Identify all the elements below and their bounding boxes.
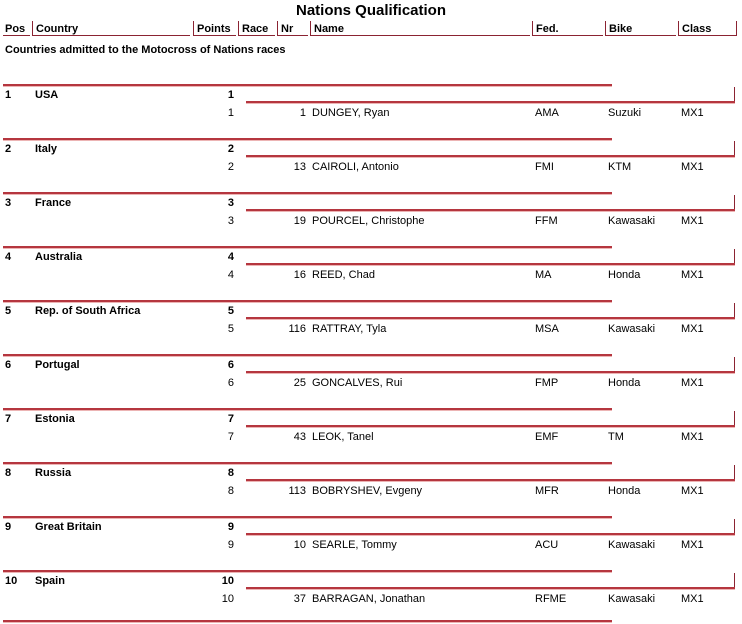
rider-class: MX1 (681, 539, 704, 551)
rider-name: REED, Chad (312, 269, 375, 281)
name-bracket-rule (246, 101, 735, 104)
column-header-pos: Pos (3, 21, 30, 36)
name-bracket-rule (246, 533, 735, 536)
name-bracket-rule (246, 317, 735, 320)
rider-bike: Kawasaki (608, 215, 656, 227)
rider-name: DUNGEY, Ryan (312, 107, 390, 119)
position-value: 4 (5, 251, 12, 263)
race-value: 7 (227, 431, 234, 443)
race-value: 3 (227, 215, 234, 227)
rider-number: 1 (299, 107, 306, 119)
rider-name: LEOK, Tanel (312, 431, 374, 443)
rider-name: RATTRAY, Tyla (312, 323, 387, 335)
rider-class: MX1 (681, 377, 704, 389)
rider-name: GONCALVES, Rui (312, 377, 403, 389)
name-bracket-rule (246, 371, 735, 374)
position-value: 2 (5, 143, 12, 155)
rider-bike: Honda (608, 485, 641, 497)
position-value: 3 (5, 197, 12, 209)
name-bracket-rule (246, 425, 735, 428)
block-top-rule (3, 192, 612, 195)
rider-name: BOBRYSHEV, Evgeny (312, 485, 423, 497)
rider-bike: TM (608, 431, 624, 443)
page-bottom-rule (3, 620, 612, 623)
country-block (0, 84, 742, 138)
position-value: 1 (5, 89, 12, 101)
rider-number: 37 (293, 593, 306, 605)
points-value: 7 (227, 413, 234, 425)
country-block (0, 138, 742, 192)
country-name: Estonia (35, 413, 75, 425)
column-header-nr: Nr (277, 21, 308, 36)
column-header-class: Class (678, 21, 737, 36)
rider-bike: Honda (608, 269, 641, 281)
rider-bike: Kawasaki (608, 593, 656, 605)
rider-name: SEARLE, Tommy (312, 539, 397, 551)
rider-federation: RFME (535, 593, 567, 605)
rider-class: MX1 (681, 215, 704, 227)
name-bracket-rule (246, 155, 735, 158)
rider-federation: EMF (535, 431, 559, 443)
points-value: 3 (227, 197, 234, 209)
column-header-country: Country (32, 21, 190, 36)
race-value: 6 (227, 377, 234, 389)
name-bracket-rule (246, 209, 735, 212)
points-value: 2 (227, 143, 234, 155)
points-value: 8 (227, 467, 234, 479)
block-top-rule (3, 408, 612, 411)
position-value: 7 (5, 413, 12, 425)
race-value: 4 (227, 269, 234, 281)
rider-number: 43 (293, 431, 306, 443)
rider-federation: ACU (535, 539, 559, 551)
points-value: 9 (227, 521, 234, 533)
rider-name: POURCEL, Christophe (312, 215, 425, 227)
race-value: 2 (227, 161, 234, 173)
rider-class: MX1 (681, 485, 704, 497)
page-title: Nations Qualification (295, 2, 446, 19)
position-value: 6 (5, 359, 12, 371)
rider-bike: Honda (608, 377, 641, 389)
race-value: 1 (227, 107, 234, 119)
column-header-race: Race (238, 21, 275, 36)
country-block (0, 408, 742, 462)
country-name: Great Britain (35, 521, 102, 533)
rider-name: BARRAGAN, Jonathan (312, 593, 426, 605)
country-block (0, 300, 742, 354)
country-block (0, 570, 742, 624)
block-top-rule (3, 138, 612, 141)
country-name: Spain (35, 575, 65, 587)
rider-bike: Kawasaki (608, 539, 656, 551)
points-value: 5 (227, 305, 234, 317)
rider-bike: Suzuki (608, 107, 642, 119)
race-value: 5 (227, 323, 234, 335)
block-top-rule (3, 354, 612, 357)
rider-class: MX1 (681, 269, 704, 281)
rider-number: 19 (293, 215, 306, 227)
column-header-bike: Bike (605, 21, 676, 36)
race-value: 10 (221, 593, 234, 605)
rider-federation: FFM (535, 215, 558, 227)
country-block (0, 462, 742, 516)
country-name: Italy (35, 143, 58, 155)
race-value: 8 (227, 485, 234, 497)
column-header-points: Points (193, 21, 236, 36)
country-block (0, 192, 742, 246)
rider-bike: KTM (608, 161, 632, 173)
rider-class: MX1 (681, 161, 704, 173)
country-name: USA (35, 89, 59, 101)
points-value: 1 (227, 89, 234, 101)
block-top-rule (3, 516, 612, 519)
name-bracket-rule (246, 263, 735, 266)
block-top-rule (3, 462, 612, 465)
block-top-rule (3, 300, 612, 303)
rider-number: 25 (293, 377, 306, 389)
country-block (0, 516, 742, 570)
position-value: 5 (5, 305, 12, 317)
rider-bike: Kawasaki (608, 323, 656, 335)
position-value: 9 (5, 521, 12, 533)
rider-number: 116 (288, 323, 306, 335)
rider-number: 113 (288, 485, 306, 497)
country-name: Russia (35, 467, 72, 479)
country-name: Rep. of South Africa (35, 305, 141, 317)
rider-name: CAIROLI, Antonio (312, 161, 399, 173)
rider-class: MX1 (681, 107, 704, 119)
rider-federation: FMP (535, 377, 559, 389)
name-bracket-rule (246, 587, 735, 590)
position-value: 8 (5, 467, 12, 479)
rider-federation: FMI (535, 161, 554, 173)
country-name: France (35, 197, 72, 209)
country-name: Australia (35, 251, 83, 263)
points-value: 6 (227, 359, 234, 371)
country-block (0, 354, 742, 408)
name-bracket-rule (246, 479, 735, 482)
country-block (0, 246, 742, 300)
race-value: 9 (227, 539, 234, 551)
block-top-rule (3, 84, 612, 87)
rider-federation: AMA (535, 107, 559, 119)
rider-number: 13 (293, 161, 306, 173)
position-value: 10 (5, 575, 18, 587)
points-value: 4 (227, 251, 234, 263)
column-header-fed: Fed. (532, 21, 603, 36)
rider-class: MX1 (681, 431, 704, 443)
rider-class: MX1 (681, 593, 704, 605)
rider-federation: MFR (535, 485, 559, 497)
column-header-name: Name (310, 21, 530, 36)
rider-federation: MSA (535, 323, 559, 335)
rider-class: MX1 (681, 323, 704, 335)
rider-number: 16 (293, 269, 306, 281)
block-top-rule (3, 246, 612, 249)
table-subtitle: Countries admitted to the Motocross of Nations races (5, 44, 286, 56)
points-value: 10 (221, 575, 234, 587)
rider-number: 10 (293, 539, 306, 551)
block-top-rule (3, 570, 612, 573)
rider-federation: MA (535, 269, 552, 281)
country-name: Portugal (35, 359, 80, 371)
